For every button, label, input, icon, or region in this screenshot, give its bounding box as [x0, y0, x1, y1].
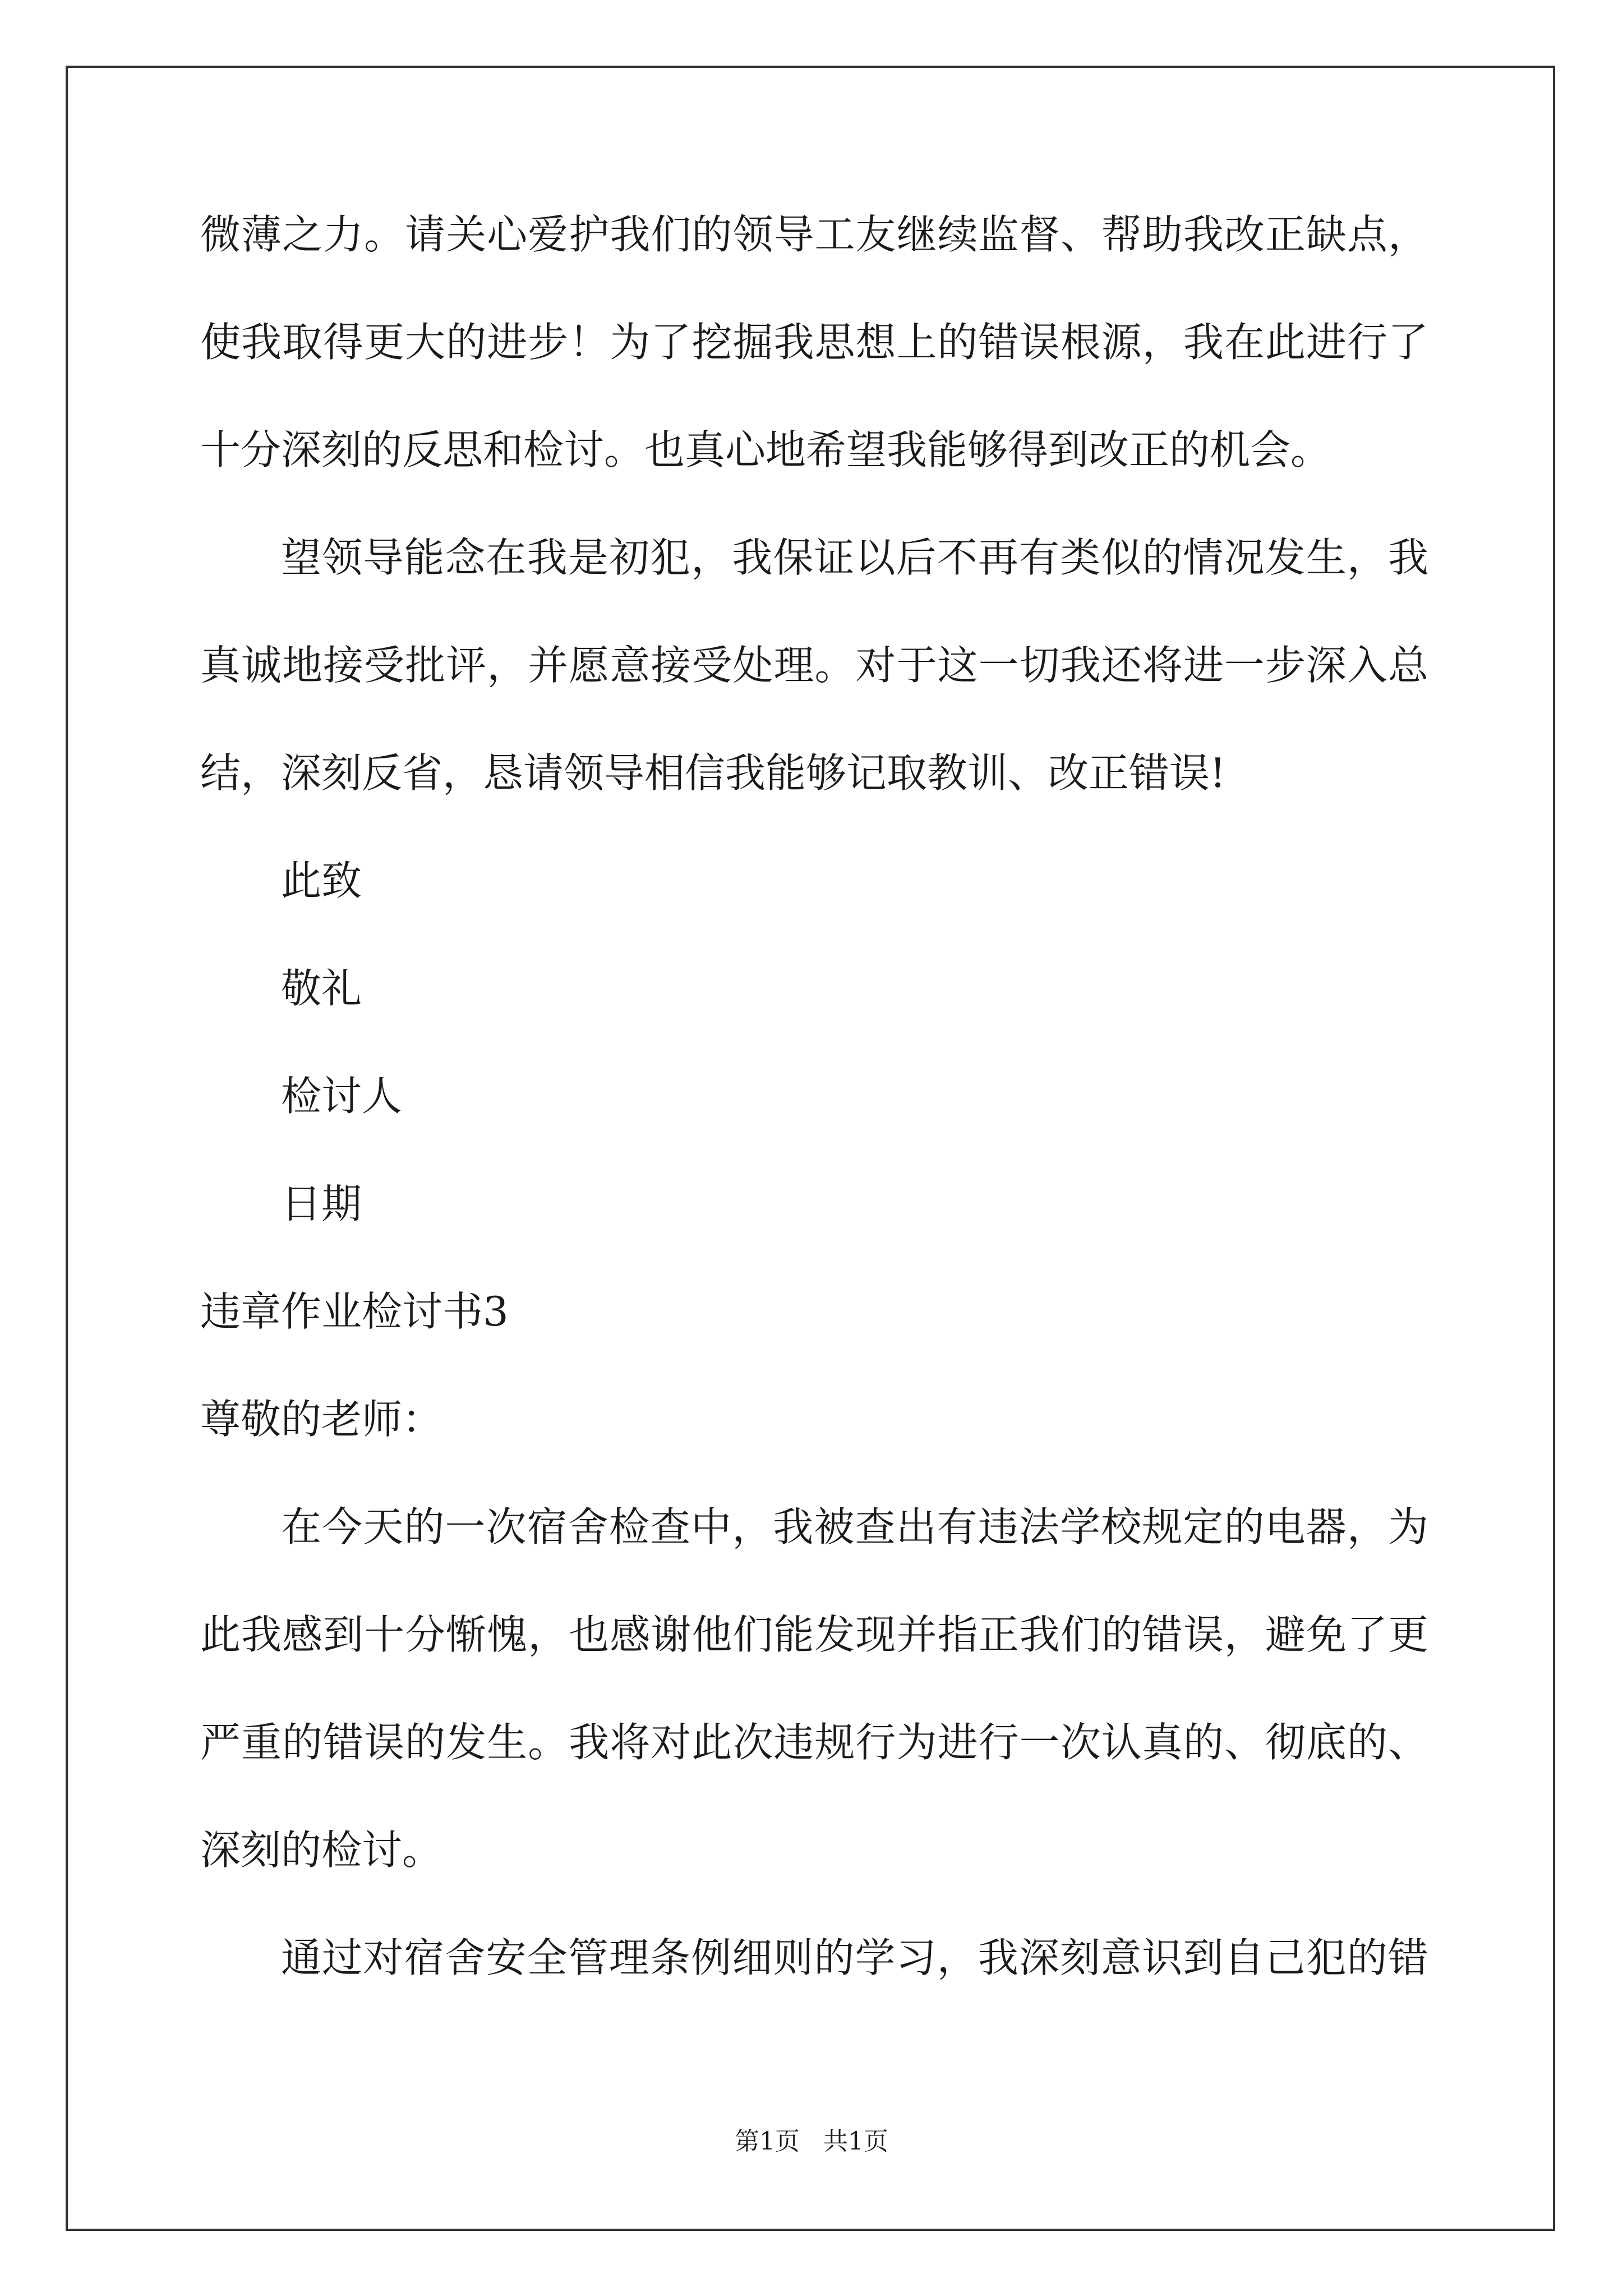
paragraph-line: 深刻的检讨。 [200, 1826, 443, 1874]
paragraph-line: 严重的错误的发生。我将对此次违规行为进行一次认真的、彻底的、 [200, 1719, 1428, 1766]
greeting: 尊敬的老师： [200, 1396, 443, 1443]
document-body [200, 208, 1428, 2039]
paragraph-line: 此我感到十分惭愧，也感谢他们能发现并指正我们的错误，避免了更 [200, 1611, 1428, 1658]
paragraph-line: 结，深刻反省，恳请领导相信我能够记取教训、改正错误! [200, 749, 1226, 797]
paragraph-line: 真诚地接受批评，并愿意接受处理。对于这一切我还将进一步深入总 [200, 642, 1428, 689]
page-footer: 第1页 共1页 [735, 2127, 888, 2156]
closing-regards: 敬礼 [281, 965, 362, 1012]
paragraph-line: 十分深刻的反思和检讨。也真心地希望我能够得到改正的机会。 [200, 426, 1331, 473]
paragraph-line: 在今天的一次宿舍检查中，我被查出有违法学校规定的电器，为 [281, 1503, 1428, 1550]
paragraph-line: 使我取得更大的进步！为了挖掘我思想上的错误根源，我在此进行了 [200, 319, 1428, 366]
paragraph-line: 微薄之力。请关心爱护我们的领导工友继续监督、帮助我改正缺点， [200, 211, 1428, 258]
signature-label: 检讨人 [281, 1073, 403, 1120]
date-label: 日期 [281, 1180, 362, 1227]
paragraph-line: 望领导能念在我是初犯，我保证以后不再有类似的情况发生，我 [281, 534, 1428, 581]
section-title: 违章作业检讨书3 [200, 1288, 509, 1335]
closing-salutation: 此致 [281, 857, 362, 904]
paragraph-line: 通过对宿舍安全管理条例细则的学习，我深刻意识到自己犯的错 [281, 1934, 1428, 1981]
